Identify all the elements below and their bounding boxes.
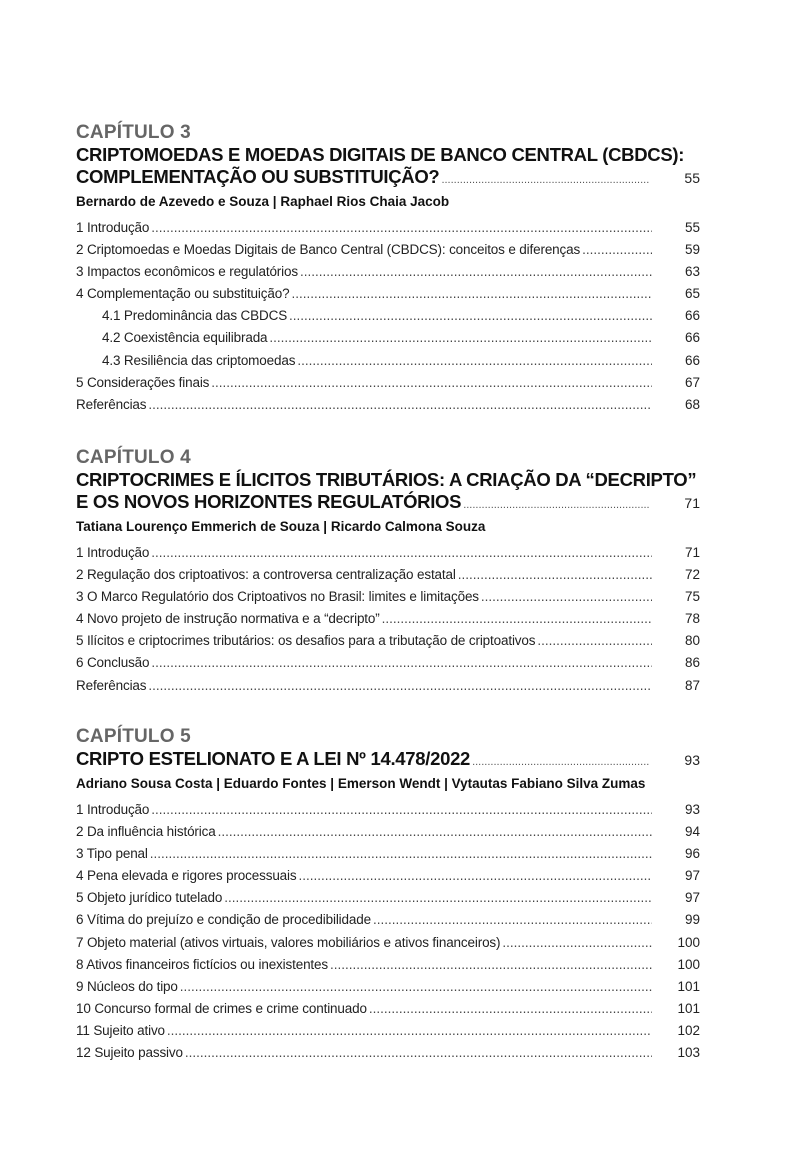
chapter-title: [76, 469, 700, 513]
chapter-label: CAPÍTULO 5: [76, 726, 191, 747]
chapter-title-last-line[interactable]: [76, 491, 700, 513]
entry-page: 100: [677, 934, 700, 950]
dot-leader: [148, 675, 652, 697]
dot-leader: [297, 350, 652, 372]
toc-entries: [76, 217, 700, 416]
chapter-page-number: 71: [684, 495, 700, 511]
dot-leader: [537, 630, 652, 652]
dot-leader: [185, 1042, 652, 1064]
dot-leader: [211, 372, 652, 394]
chapter-authors: Adriano Sousa Costa | Eduardo Fontes | Emerson Wendt | Vytautas Fabiano Silva Zumas: [76, 776, 646, 791]
chapter-4: [76, 447, 700, 697]
entry-page: 55: [684, 220, 700, 235]
dot-leader: [502, 932, 652, 954]
chapter-authors: Bernardo de Azevedo e Souza | Raphael Rios Chaia Jacob: [76, 194, 450, 209]
entry-page: 94: [684, 824, 700, 840]
entry-page: 71: [684, 545, 700, 560]
dot-leader: [582, 239, 652, 261]
entry-label: 1 Introdução: [76, 802, 150, 817]
entry-label: 1 Introdução: [76, 545, 150, 560]
dot-leader: [151, 217, 652, 239]
entry-label: 7 Objeto material (ativos virtuais, valores mobiliários e ativos financeiros): [76, 934, 501, 950]
entry-label: 4 Pena elevada e rigores processuais: [76, 868, 297, 884]
chapter-title-text: E OS NOVOS HORIZONTES REGULATÓRIOS: [76, 491, 462, 512]
entry-page: 68: [684, 396, 700, 412]
toc-entry[interactable]: [76, 976, 700, 998]
dot-leader: [300, 261, 652, 283]
entry-label: 1 Introdução: [76, 220, 150, 235]
entry-page: 78: [684, 611, 700, 627]
dot-leader: [151, 542, 652, 564]
chapter-label: CAPÍTULO 3: [76, 122, 191, 143]
entry-page: 72: [684, 567, 700, 583]
entry-page: 59: [684, 242, 700, 258]
entry-label: 5 Considerações finais: [76, 374, 210, 390]
entry-label: 6 Vítima do prejuízo e condição de procedibilidade: [76, 912, 371, 928]
dot-leader: [150, 843, 652, 865]
toc-entry[interactable]: [76, 261, 700, 283]
toc-entry[interactable]: [76, 372, 700, 394]
dot-leader: [463, 494, 650, 516]
toc-entry[interactable]: [76, 542, 700, 564]
toc-entry[interactable]: [76, 909, 700, 931]
toc-subentry[interactable]: [76, 350, 700, 372]
entry-page: 97: [684, 868, 700, 884]
entry-page: 101: [677, 1000, 700, 1016]
toc-entry[interactable]: [76, 394, 700, 416]
dot-leader: [269, 327, 652, 349]
dot-leader: [373, 909, 652, 931]
toc-entry[interactable]: [76, 564, 700, 586]
entry-label: 4.3 Resiliência das criptomoedas: [102, 352, 296, 368]
dot-leader: [289, 305, 652, 327]
toc-entry[interactable]: [76, 954, 700, 976]
chapter-page-number: 93: [684, 752, 700, 768]
toc-entry[interactable]: [76, 821, 700, 843]
dot-leader: [151, 652, 652, 674]
dot-leader: [441, 169, 650, 191]
toc-entry[interactable]: [76, 239, 700, 261]
entry-label: 4 Complementação ou substituição?: [76, 286, 290, 302]
entry-label: 2 Criptomoedas e Moedas Digitais de Banco Central (CBDCS): conceitos e diferenças: [76, 242, 581, 258]
dot-leader: [481, 586, 652, 608]
toc-entry[interactable]: [76, 865, 700, 887]
toc-entries: [76, 799, 700, 1064]
toc-entry[interactable]: [76, 675, 700, 697]
entry-label: 2 Regulação dos criptoativos: a controversa centralização estatal: [76, 567, 456, 583]
entry-label: Referências: [76, 396, 147, 412]
entry-page: 66: [684, 330, 700, 346]
entry-label: 4.2 Coexistência equilibrada: [102, 330, 268, 346]
entry-label: 4.1 Predominância das CBDCS: [102, 308, 288, 324]
chapter-title-text: COMPLEMENTAÇÃO OU SUBSTITUIÇÃO?: [76, 166, 440, 187]
entry-label: 3 Tipo penal: [76, 846, 148, 862]
toc-entry[interactable]: [76, 1042, 700, 1064]
entry-page: 66: [684, 308, 700, 324]
chapter-title-text: CRIPTO ESTELIONATO E A LEI Nº 14.478/2022: [76, 748, 471, 769]
entry-label: 3 O Marco Regulatório dos Criptoativos no Brasil: limites e limitações: [76, 589, 479, 605]
dot-leader: [472, 751, 650, 773]
entry-label: 6 Conclusão: [76, 655, 150, 671]
entry-label: 10 Concurso formal de crimes e crime continuado: [76, 1000, 367, 1016]
toc-entry[interactable]: [76, 217, 700, 239]
chapter-title-last-line[interactable]: [76, 748, 700, 770]
chapter-title-last-line[interactable]: [76, 166, 700, 188]
entry-label: 2 Da influência histórica: [76, 824, 216, 840]
entry-page: 99: [684, 912, 700, 928]
entry-page: 65: [684, 286, 700, 302]
entry-page: 100: [677, 956, 700, 972]
entry-label: 4 Novo projeto de instrução normativa e a “decripto”: [76, 611, 380, 627]
toc-subentry[interactable]: [76, 327, 700, 349]
dot-leader: [458, 564, 652, 586]
chapter-title: [76, 748, 700, 770]
entry-page: 87: [684, 677, 700, 693]
dot-leader: [151, 799, 652, 821]
chapter-5: [76, 726, 700, 1064]
toc-entry[interactable]: [76, 998, 700, 1020]
dot-leader: [382, 608, 652, 630]
entry-page: 102: [677, 1022, 700, 1038]
entry-page: 67: [684, 374, 700, 390]
toc-entry[interactable]: [76, 608, 700, 630]
toc-entry[interactable]: [76, 652, 700, 674]
entry-label: 11 Sujeito ativo: [76, 1022, 165, 1038]
dot-leader: [369, 998, 652, 1020]
entry-page: 96: [684, 846, 700, 862]
entry-page: 75: [684, 589, 700, 605]
chapter-title: [76, 144, 700, 188]
chapter-label: CAPÍTULO 4: [76, 447, 191, 468]
entry-label: 3 Impactos econômicos e regulatórios: [76, 264, 298, 280]
toc-entry[interactable]: [76, 1020, 700, 1042]
entry-page: 97: [684, 890, 700, 906]
chapter-title-line: CRIPTOCRIMES E ÍLICITOS TRIBUTÁRIOS: A CRIAÇÃO DA “DECRIPTO”: [76, 469, 697, 490]
entry-label: 5 Ilícitos e criptocrimes tributários: os desafios para a tributação de criptoativos: [76, 633, 536, 649]
toc-entry[interactable]: [76, 887, 700, 909]
chapter-authors: Tatiana Lourenço Emmerich de Souza | Ricardo Calmona Souza: [76, 519, 486, 534]
toc-entry[interactable]: [76, 586, 700, 608]
dot-leader: [224, 887, 652, 909]
toc-entry[interactable]: [76, 843, 700, 865]
chapter-page-number: 55: [684, 170, 700, 186]
dot-leader: [218, 821, 652, 843]
entry-page: 66: [684, 352, 700, 368]
chapter-3: [76, 122, 700, 416]
entry-label: 5 Objeto jurídico tutelado: [76, 890, 223, 906]
entry-label: 8 Ativos financeiros fictícios ou inexistentes: [76, 956, 328, 972]
dot-leader: [299, 865, 653, 887]
dot-leader: [148, 394, 652, 416]
toc-entry[interactable]: [76, 630, 700, 652]
entry-page: 103: [677, 1045, 700, 1061]
entry-page: 80: [684, 633, 700, 649]
toc-entry[interactable]: [76, 283, 700, 305]
entry-label: Referências: [76, 677, 147, 693]
dot-leader: [167, 1020, 652, 1042]
entry-page: 93: [684, 802, 700, 817]
toc-entry[interactable]: [76, 932, 700, 954]
entry-page: 63: [684, 264, 700, 280]
entry-page: 101: [677, 978, 700, 994]
dot-leader: [330, 954, 652, 976]
entry-label: 9 Núcleos do tipo: [76, 978, 178, 994]
dot-leader: [291, 283, 652, 305]
dot-leader: [180, 976, 652, 998]
toc-entries: [76, 542, 700, 697]
entry-page: 86: [684, 655, 700, 671]
toc-subentry[interactable]: [76, 305, 700, 327]
chapter-title-line: CRIPTOMOEDAS E MOEDAS DIGITAIS DE BANCO CENTRAL (CBDCS):: [76, 144, 685, 165]
toc-entry[interactable]: [76, 799, 700, 821]
entry-label: 12 Sujeito passivo: [76, 1045, 183, 1061]
